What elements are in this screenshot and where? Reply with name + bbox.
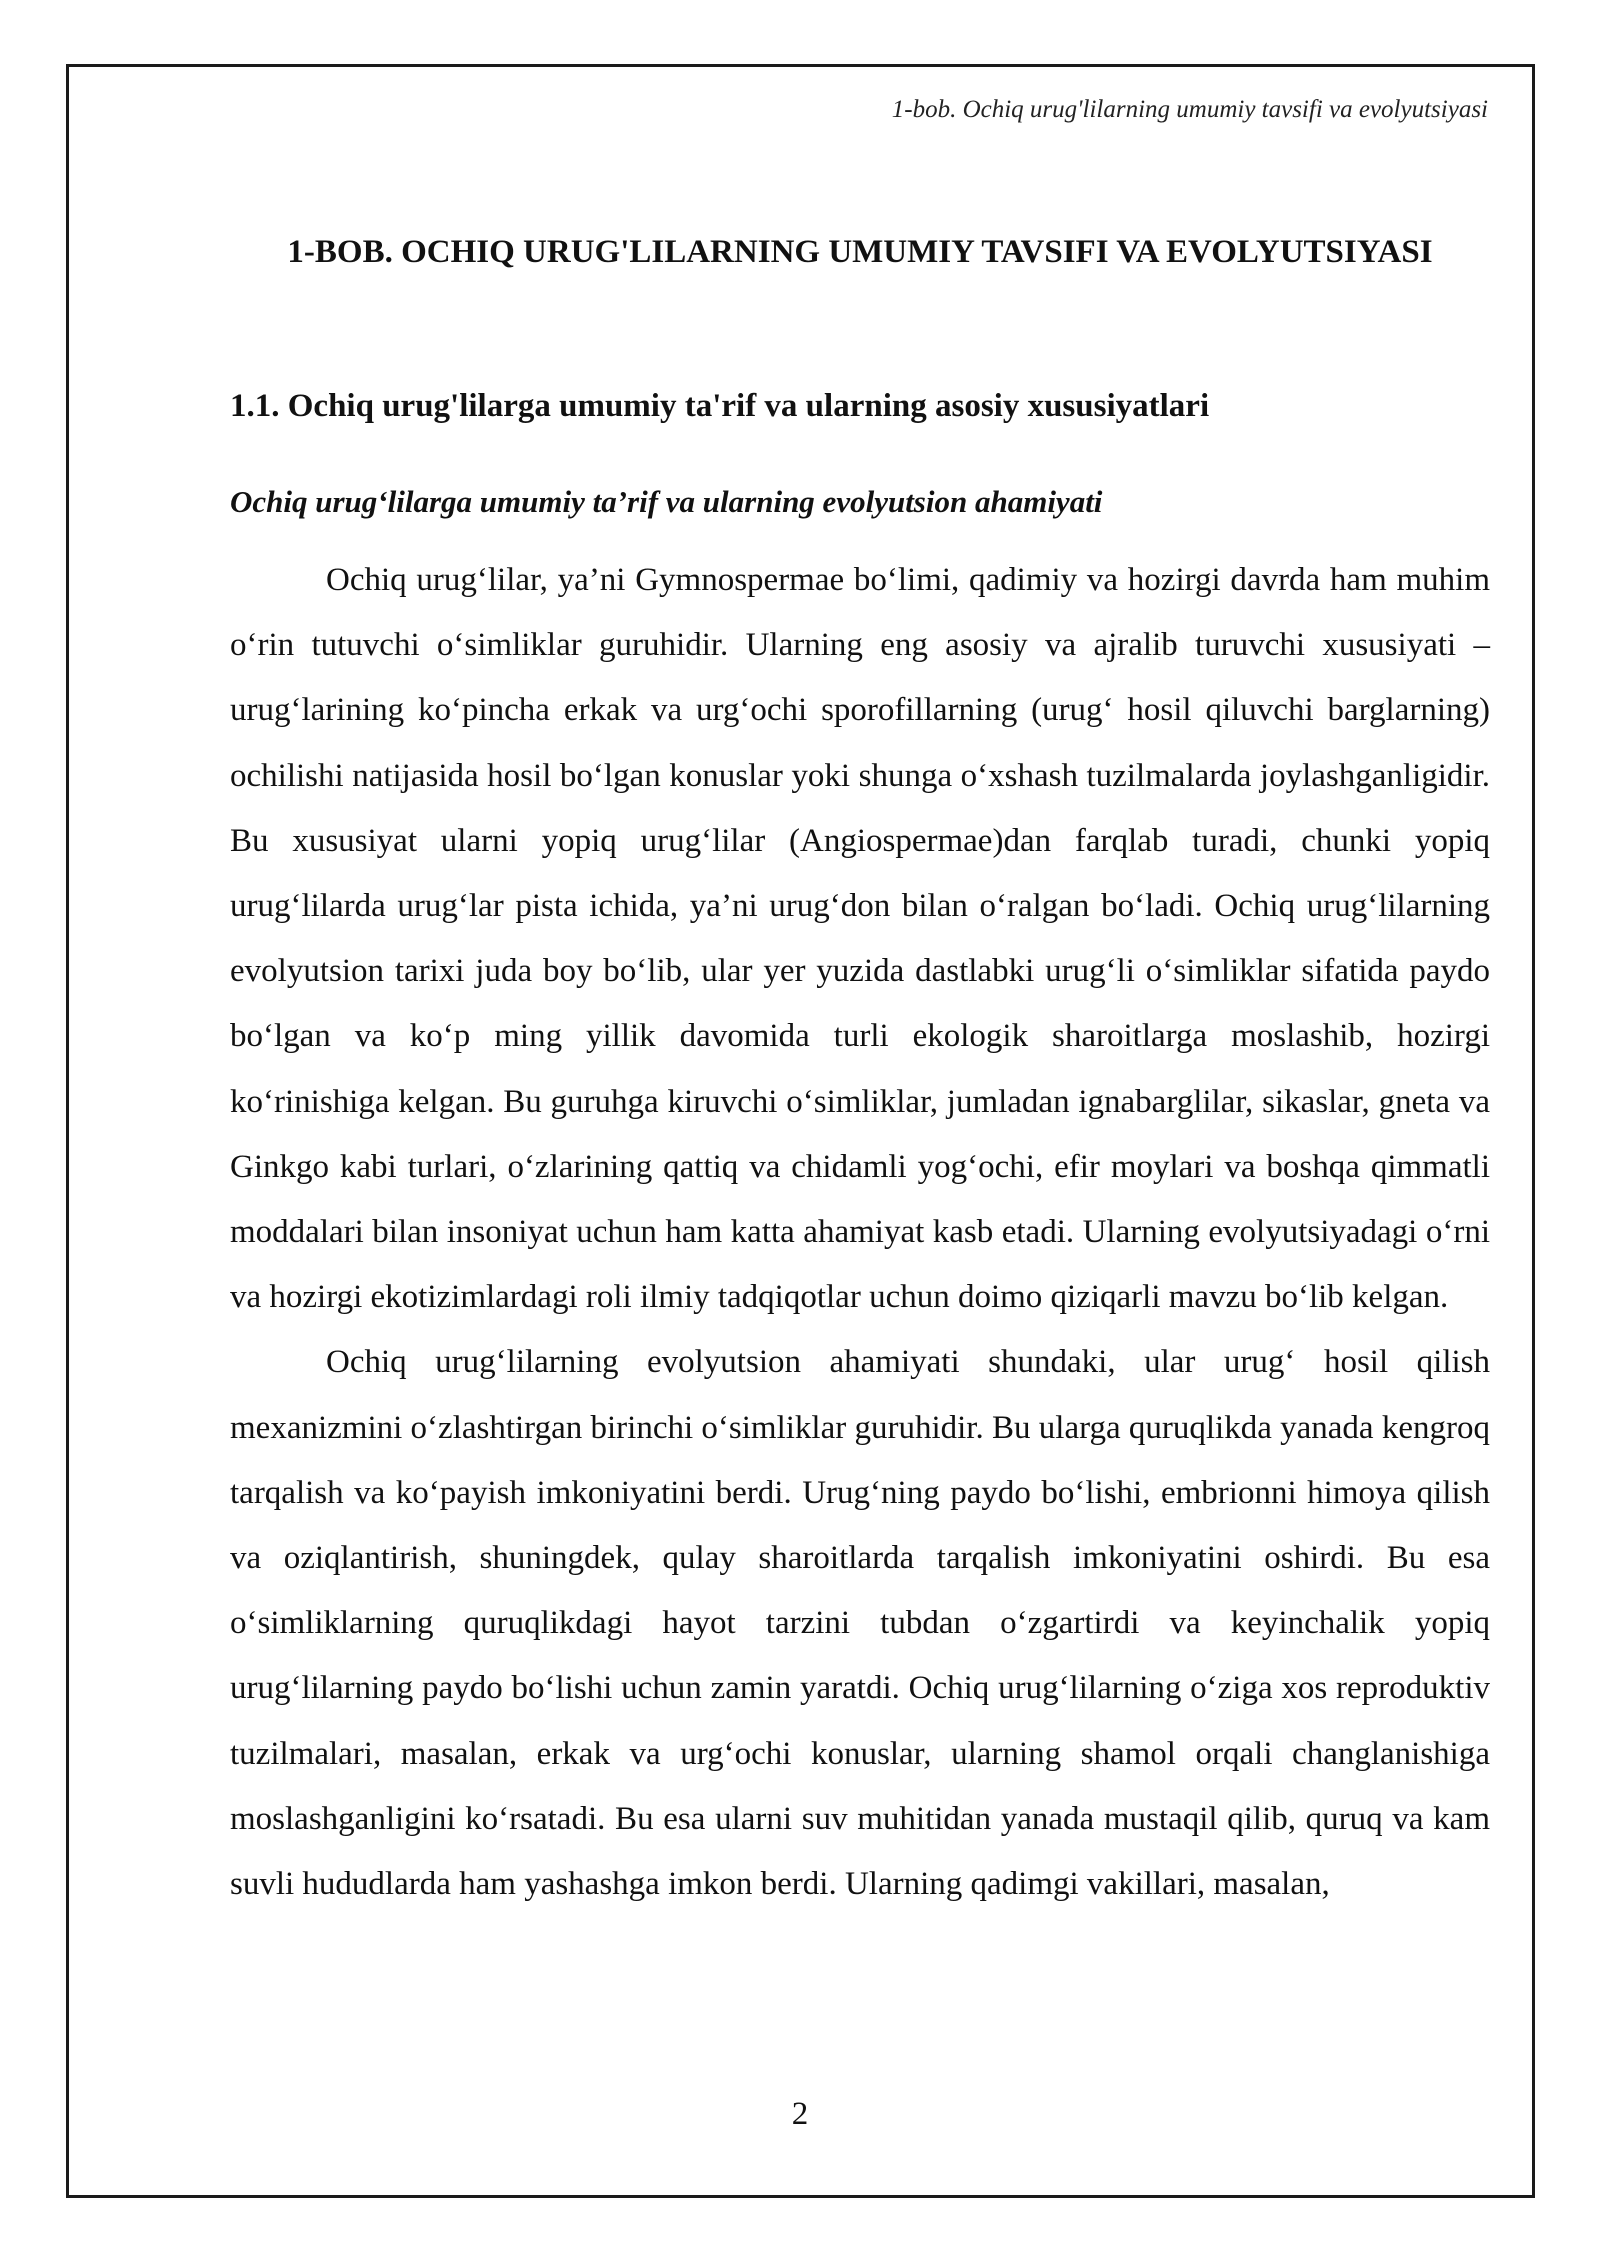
section-title: 1.1. Ochiq urug'lilarga umumiy ta'rif va ularning asosiy xususiyatlari — [230, 388, 1210, 424]
chapter-title: 1-BOB. OCHIQ URUG'LILARNING UMUMIY TAVSIFI VA EVOLYUTSIYASI — [287, 234, 1433, 270]
running-header: 1-bob. Ochiq urug'lilarning umumiy tavsifi va evolyutsiyasi — [891, 96, 1488, 123]
body-text — [230, 548, 1490, 1917]
paragraph: Ochiq urug‘lilar, ya’ni Gymnospermae bo‘limi, qadimiy va hozirgi davrda ham muhim o‘rin tutuvchi o‘simliklar guruhidir. Ularning eng asosiy va ajralib turuvchi xususiyati – urug‘larining ko‘pincha erkak va urg‘ochi sporofillarning (urug‘ hosil qiluvchi barglarning) ochilishi natijasida hosil bo‘lgan konuslar yoki shunga o‘xshash tuzilmalarda joylashganligidir. Bu xususiyat ularni yopiq urug‘lilar (Angiospermae)dan farqlab turadi, chunki yopiq urug‘lilarda urug‘lar pista ichida, ya’ni urug‘don bilan o‘ralgan bo‘ladi. Ochiq urug‘lilarning evolyutsion tarixi juda boy bo‘lib, ular yer yuzida dastlabki urug‘li o‘simliklar sifatida paydo bo‘lgan va ko‘p ming yillik davomida turli ekologik sharoitlarga moslashib, hozirgi ko‘rinishiga kelgan. Bu guruhga kiruvchi o‘simliklar, jumladan ignabarglilar, sikaslar, gneta va Ginkgo kabi turlari, o‘zlarining qattiq va chidamli yog‘ochi, efir moylari va boshqa qimmatli moddalari bilan insoniyat uchun ham katta ahamiyat kasb etadi. Ularning evolyutsiyadagi o‘rni va hozirgi ekotizimlardagi roli ilmiy tadqiqotlar uchun doimo qiziqarli mavzu bo‘lib kelgan. — [230, 562, 1490, 1316]
subsection-title: Ochiq urug‘lilarga umumiy ta’rif va ularning evolyutsion ahamiyati — [230, 484, 1103, 519]
page-number: 2 — [791, 2096, 809, 2132]
paragraph: Ochiq urug‘lilarning evolyutsion ahamiyati shundaki, ular urug‘ hosil qilish mexanizmini o‘zlashtirgan birinchi o‘simliklar guruhidir. Bu ularga quruqlikda yanada kengroq tarqalish va ko‘payish imkoniyatini berdi. Urug‘ning paydo bo‘lishi, embrionni himoya qilish va oziqlantirish, shuningdek, qulay sharoitlarda tarqalish imkoniyatini oshirdi. Bu esa o‘simliklarning quruqlikdagi hayot tarzini tubdan o‘zgartirdi va keyinchalik yopiq urug‘lilarning paydo bo‘lishi uchun zamin yaratdi. Ochiq urug‘lilarning o‘ziga xos reproduktiv tuzilmalari, masalan, erkak va urg‘ochi konuslar, ularning shamol orqali changlanishiga moslashganligini ko‘rsatadi. Bu esa ularni suv muhitidan yanada mustaqil qilib, quruq va kam suvli hududlarda ham yashashga imkon berdi. Ularning qadimgi vakillari, masalan, — [230, 1344, 1490, 1903]
